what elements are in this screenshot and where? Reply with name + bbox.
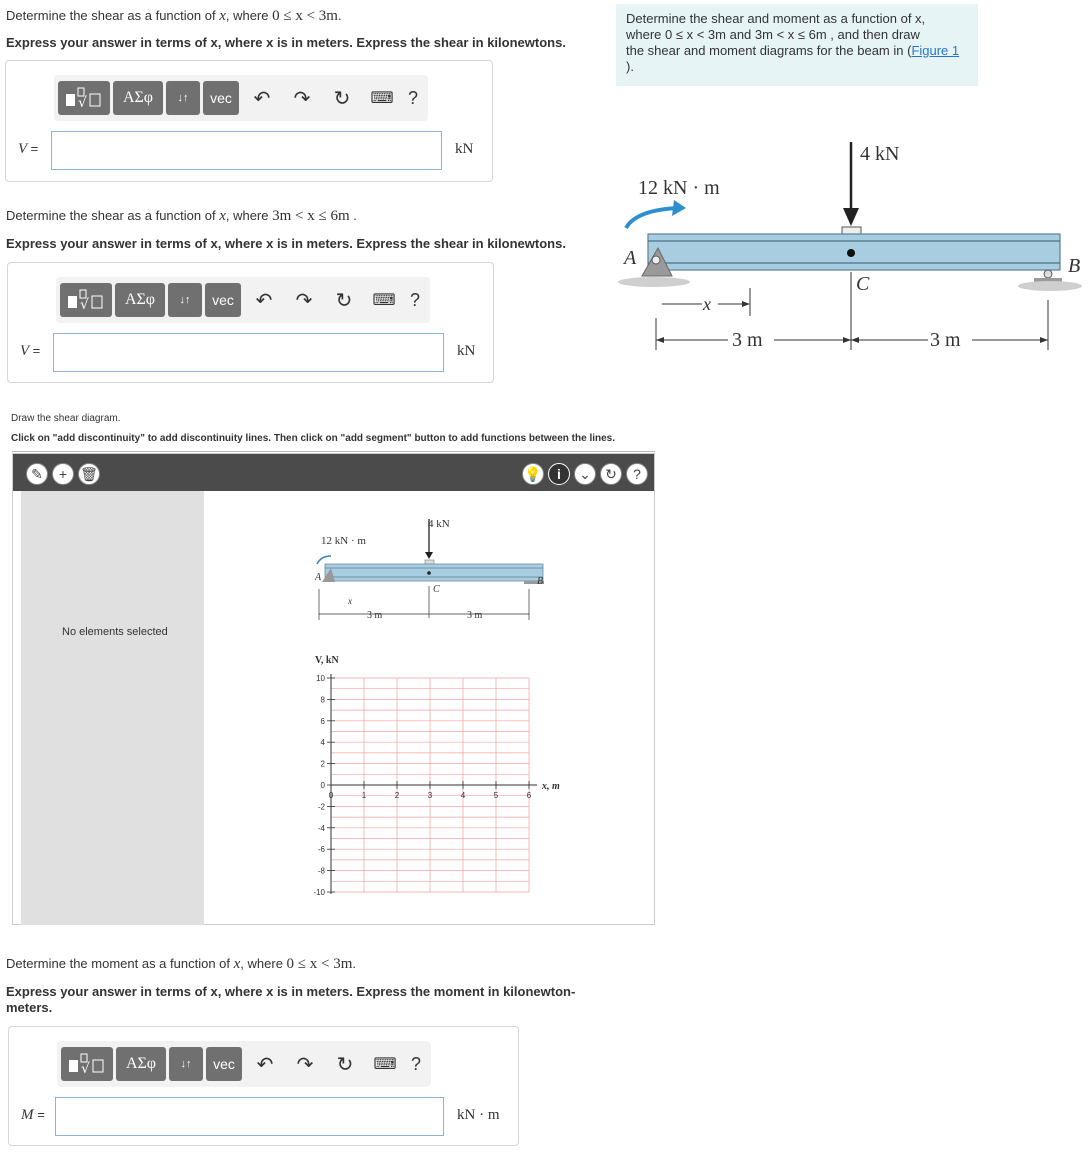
mini-beam xyxy=(325,564,543,581)
templates-button[interactable] xyxy=(58,81,110,115)
delete-icon[interactable]: 🗑 xyxy=(78,463,100,485)
mini-force-label: 4 kN xyxy=(428,518,450,530)
figure-link[interactable]: Figure 1 xyxy=(911,43,960,58)
empty-state-label: No elements selected xyxy=(62,626,168,638)
mini-span2-label: 3 m xyxy=(467,610,483,621)
y-tick-label: -2 xyxy=(317,802,325,812)
y-tick-label: -6 xyxy=(317,845,325,855)
q1-instruction: Express your answer in terms of x, where x is in meters. Express the shear in kilonewtons. xyxy=(6,35,566,50)
q1-answer-input[interactable] xyxy=(51,131,442,170)
problem-line2: where 0 ≤ x < 3m and 3m < x ≤ 6m , and then draw xyxy=(626,27,920,42)
graph-y-axis-label: V, kN xyxy=(315,655,339,666)
graph-x-axis-label: x, m xyxy=(542,781,560,792)
divider xyxy=(12,451,655,452)
q3-instruction: Click on "add discontinuity" to add discontinuity lines. Then click on "add segment" button to add functions between the lines. xyxy=(11,433,616,444)
problem-statement xyxy=(616,4,978,86)
mini-moment-arrow xyxy=(317,556,331,564)
help-icon[interactable]: ? xyxy=(410,1053,421,1074)
add-discontinuity-icon[interactable]: ✎ xyxy=(26,463,48,485)
mini-point-c: C xyxy=(433,584,440,595)
q2-unit: kN xyxy=(457,343,476,359)
vector-button[interactable]: vec xyxy=(205,283,241,317)
keyboard-icon[interactable]: ⌨ xyxy=(373,1056,397,1073)
mini-point-a: A xyxy=(315,572,322,583)
q4-answer-box xyxy=(8,1026,519,1146)
y-tick-label: 8 xyxy=(320,695,325,705)
mini-beam-figure xyxy=(314,518,544,621)
x-tick-label: 5 xyxy=(493,791,499,800)
q4-answer-input[interactable] xyxy=(55,1097,444,1136)
redo-icon[interactable]: ↷ xyxy=(295,289,313,312)
add-segment-icon[interactable]: + xyxy=(52,463,74,485)
q1-prompt: Determine the shear as a function of x, where 0 ≤ x < 3m. xyxy=(6,8,342,24)
point-c-label: C xyxy=(856,273,870,295)
x-tick-label: 6 xyxy=(526,791,532,800)
templates-icon xyxy=(64,86,104,110)
q2-prompt: Determine the shear as a function of x, where 3m < x ≤ 6m . xyxy=(6,208,357,224)
y-tick-label: -8 xyxy=(317,866,325,876)
mini-span1-label: 3 m xyxy=(367,610,383,621)
keyboard-icon[interactable]: ⌨ xyxy=(370,90,394,107)
math-toolbar xyxy=(56,277,430,323)
q4-instruction-line1: Express your answer in terms of x, where x is in meters. Express the moment in kilonewton- xyxy=(6,984,576,999)
x-tick-label: 4 xyxy=(460,791,466,800)
templates-icon xyxy=(67,1052,107,1076)
point-b-label: B xyxy=(1068,255,1081,277)
svg-text:√: √ xyxy=(80,297,89,312)
span1-label: 3 m xyxy=(732,329,763,351)
q4-prompt: Determine the moment as a function of x, where 0 ≤ x < 3m. xyxy=(6,956,357,972)
y-tick-label: -4 xyxy=(317,823,325,833)
help-icon[interactable]: ? xyxy=(626,463,648,485)
greek-symbols-button[interactable]: ΑΣφ xyxy=(113,81,163,115)
shear-diagram-tool xyxy=(12,453,655,925)
hint-icon[interactable]: 💡 xyxy=(522,463,544,485)
redo-icon[interactable]: ↷ xyxy=(293,87,311,110)
properties-pane xyxy=(21,491,204,925)
x-dimension-label: x xyxy=(703,294,711,314)
reset-icon[interactable]: ↻ xyxy=(333,87,351,110)
force-label: 4 kN xyxy=(860,143,900,165)
x-tick-label: 0 xyxy=(328,791,334,800)
q4-instruction-line2: meters. xyxy=(6,1000,53,1015)
y-tick-label: -10 xyxy=(313,888,325,897)
chevron-down-icon[interactable]: ⌄ xyxy=(574,463,596,485)
keyboard-icon[interactable]: ⌨ xyxy=(372,292,396,309)
tool-header xyxy=(13,454,654,491)
undo-icon[interactable]: ↶ xyxy=(253,87,271,110)
q1-variable-label: V = xyxy=(18,141,39,157)
vector-button[interactable]: vec xyxy=(203,81,239,115)
beam-figure xyxy=(616,120,1086,380)
q2-variable-label: V = xyxy=(20,343,41,359)
q1-unit: kN xyxy=(455,141,474,157)
subscript-superscript-button[interactable]: ↓↑ xyxy=(166,81,200,115)
mini-point-b: B xyxy=(537,576,544,587)
x-tick-label: 1 xyxy=(361,791,367,800)
svg-text:√: √ xyxy=(81,1061,90,1076)
help-icon[interactable]: ? xyxy=(407,87,418,108)
redo-icon[interactable]: ↷ xyxy=(296,1053,314,1076)
problem-line1: Determine the shear and moment as a function of x, xyxy=(626,11,926,26)
subscript-superscript-button[interactable]: ↓↑ xyxy=(168,283,202,317)
moment-label: 12 kN · m xyxy=(638,177,720,199)
reset-icon[interactable]: ↻ xyxy=(600,463,622,485)
q2-answer-input[interactable] xyxy=(53,333,444,372)
math-toolbar xyxy=(54,75,428,121)
q3-prompt: Draw the shear diagram. xyxy=(11,413,121,424)
point-c-marker xyxy=(847,249,855,257)
shear-graph xyxy=(313,655,560,897)
undo-icon[interactable]: ↶ xyxy=(256,1053,274,1076)
mini-moment-label: 12 kN · m xyxy=(321,535,366,547)
x-tick-label: 3 xyxy=(427,791,433,800)
vector-button[interactable]: vec xyxy=(206,1047,242,1081)
problem-line3: the shear and moment diagrams for the beam in (Figure 1 xyxy=(626,43,960,58)
q2-answer-box xyxy=(7,262,494,383)
reset-icon[interactable]: ↻ xyxy=(336,1053,354,1076)
help-icon[interactable]: ? xyxy=(409,289,420,310)
svg-text:√: √ xyxy=(78,95,87,110)
canvas-svg xyxy=(207,494,651,924)
templates-button[interactable] xyxy=(61,1047,113,1081)
q4-variable-label: M = xyxy=(21,1107,45,1123)
x-tick-label: 2 xyxy=(394,791,400,800)
reset-icon[interactable]: ↻ xyxy=(335,289,353,312)
span2-label: 3 m xyxy=(930,329,961,351)
q4-unit: kN · m xyxy=(457,1107,500,1123)
y-tick-label: 10 xyxy=(316,674,325,683)
y-tick-label: 2 xyxy=(320,759,325,769)
q1-answer-box xyxy=(5,60,493,182)
problem-line4: ). xyxy=(626,59,634,74)
y-tick-label: 0 xyxy=(320,781,325,790)
templates-icon xyxy=(66,288,106,312)
info-icon[interactable]: i xyxy=(548,463,570,485)
greek-symbols-button[interactable]: ΑΣφ xyxy=(115,283,165,317)
math-toolbar xyxy=(57,1041,431,1087)
y-tick-label: 6 xyxy=(320,716,325,726)
templates-button[interactable] xyxy=(60,283,112,317)
undo-icon[interactable]: ↶ xyxy=(255,289,273,312)
y-tick-label: 4 xyxy=(320,738,325,748)
subscript-superscript-button[interactable]: ↓↑ xyxy=(169,1047,203,1081)
greek-symbols-button[interactable]: ΑΣφ xyxy=(116,1047,166,1081)
mini-x-label: x xyxy=(348,596,352,606)
point-a-label: A xyxy=(624,247,637,269)
moment-arrow-icon xyxy=(626,208,678,228)
drawing-canvas[interactable] xyxy=(207,494,651,924)
q2-instruction: Express your answer in terms of x, where x is in meters. Express the shear in kilonewtons. xyxy=(6,236,566,251)
